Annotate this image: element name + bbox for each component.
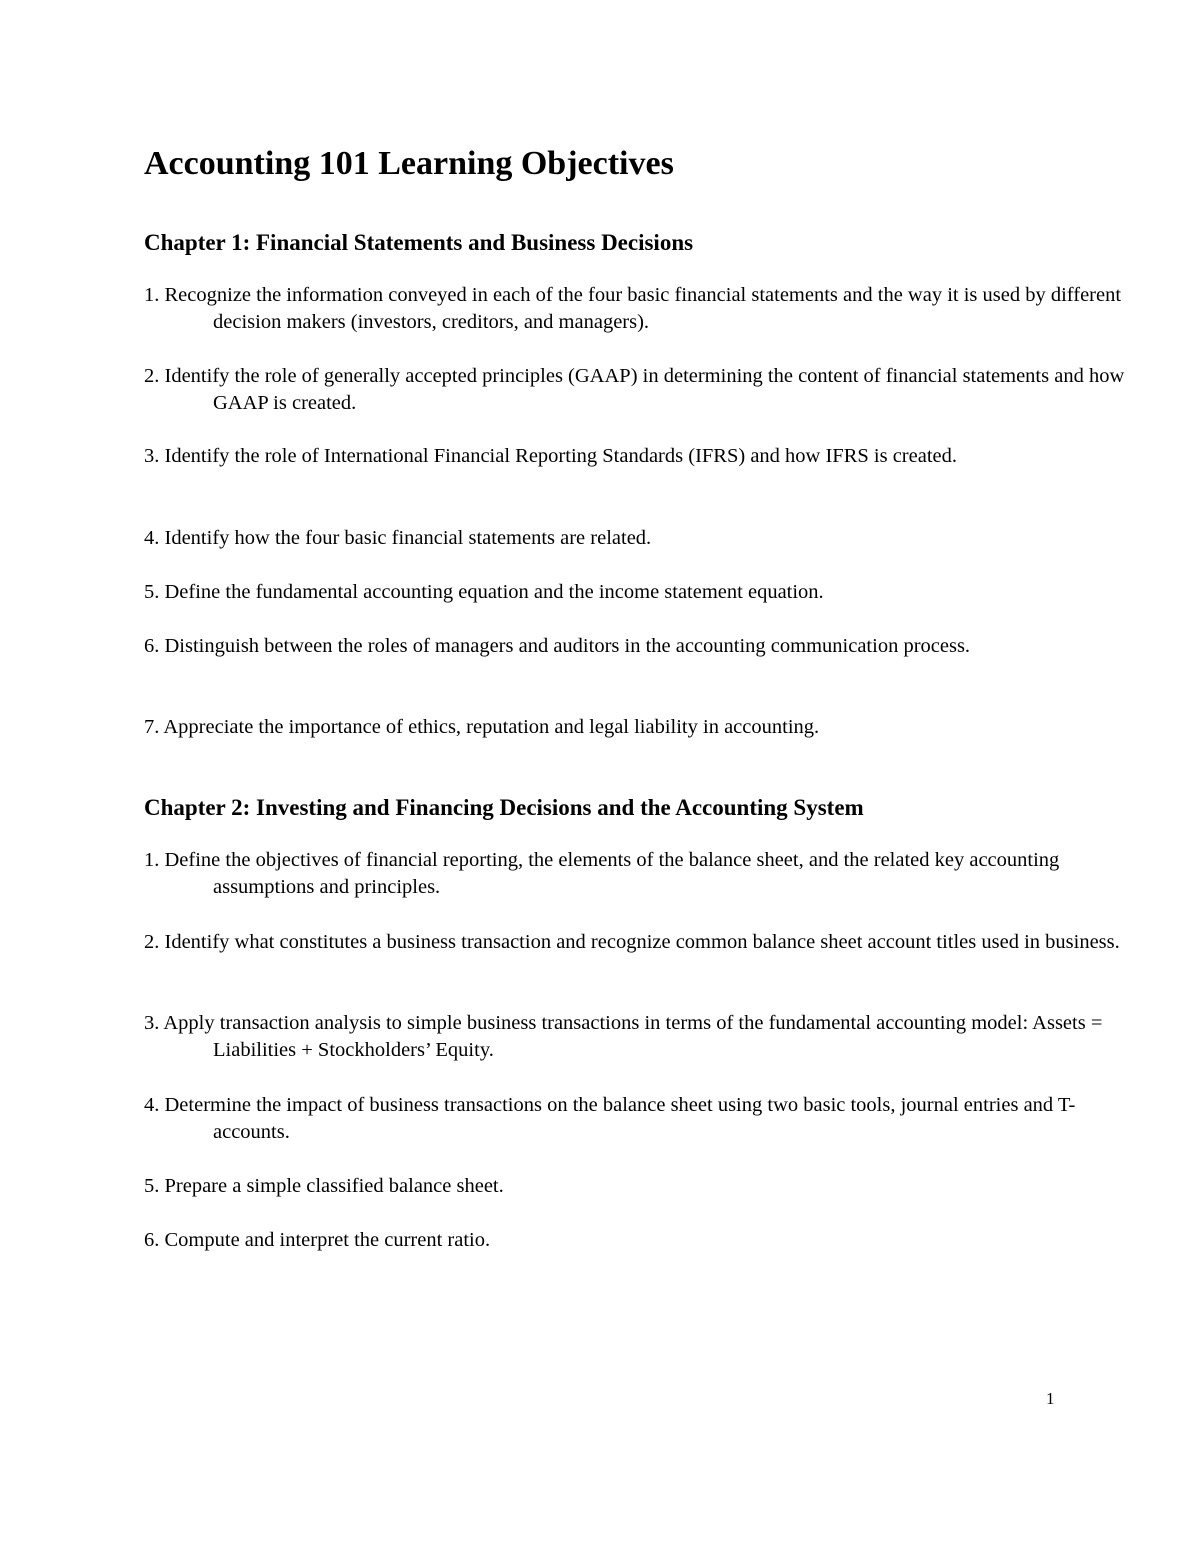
objective-item: 2. Identify what constitutes a business transaction and recognize common balance sheet account titles used in business. — [144, 931, 1120, 953]
objective-item: 6. Compute and interpret the current ratio. — [144, 1229, 491, 1251]
objective-item: 2. Identify the role of generally accepted principles (GAAP) in determining the content of financial statements and how GAAP is created. — [144, 365, 1125, 414]
objective-item: 5. Define the fundamental accounting equation and the income statement equation. — [144, 581, 824, 603]
objective-item: 1. Recognize the information conveyed in each of the four basic financial statements and the way it is used by different decision makers (investors, creditors, and managers). — [144, 284, 1122, 333]
chapter-1-section — [144, 228, 1125, 738]
chapter-2-heading: Chapter 2: Investing and Financing Decisions and the Accounting System — [144, 795, 864, 820]
objective-item: 4. Identify how the four basic financial statements are related. — [144, 527, 652, 549]
objective-item: 4. Determine the impact of business transactions on the balance sheet using two basic tools, journal entries and T-accounts. — [144, 1094, 1076, 1143]
objective-item: 3. Identify the role of International Financial Reporting Standards (IFRS) and how IFRS is created. — [144, 445, 957, 467]
page-number: 1 — [1046, 1389, 1055, 1408]
objective-item: 5. Prepare a simple classified balance sheet. — [144, 1175, 504, 1197]
objective-item: 6. Distinguish between the roles of managers and auditors in the accounting communication process. — [144, 635, 971, 657]
chapter-1-heading: Chapter 1: Financial Statements and Business Decisions — [144, 230, 694, 255]
objective-item: 3. Apply transaction analysis to simple business transactions in terms of the fundamental accounting model: Assets = Liabilities + Stockholders’ Equity. — [144, 1012, 1103, 1061]
chapter-2-section — [144, 793, 1120, 1251]
objective-item: 7. Appreciate the importance of ethics, reputation and legal liability in accounting. — [144, 716, 820, 738]
objective-item: 1. Define the objectives of financial reporting, the elements of the balance sheet, and the related key accounting assumptions and principles. — [144, 849, 1060, 898]
page-title: Accounting 101 Learning Objectives — [144, 145, 674, 182]
